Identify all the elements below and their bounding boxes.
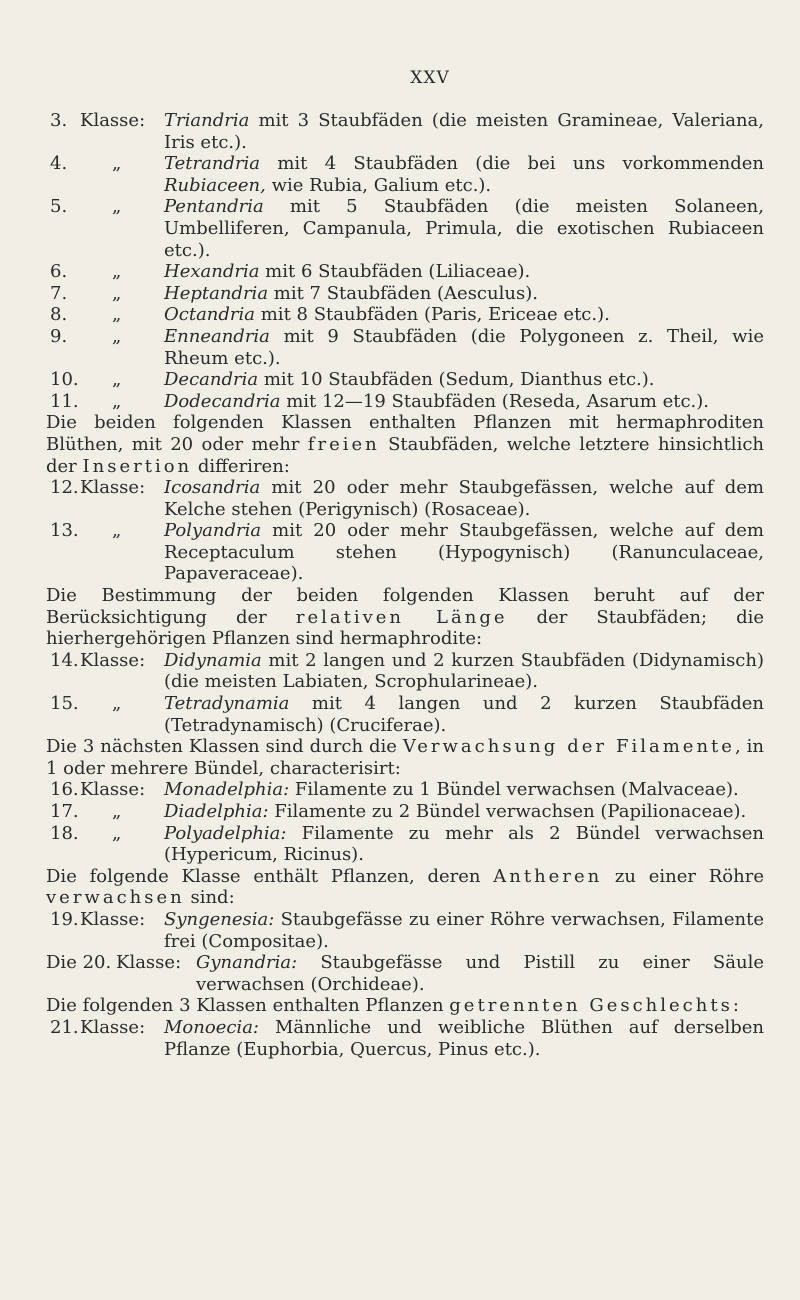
class-entry-21 [46,1017,764,1060]
entry-number: 19. [50,908,79,930]
entry-ditto: „ [112,325,122,347]
entry-number: 11. [50,390,79,412]
class-entry-14 [46,650,764,693]
entry-description [164,283,764,305]
entry-description [164,801,764,823]
class-text-2: wie Rubia, Galium etc.). [265,174,492,196]
page-body [46,110,764,1060]
class-text: mit 5 Staubfäden (die meisten Solaneen, Umbelliferen, Campanula, Primula, die exotischen Rubiaceen etc.). [164,196,764,261]
class-text: mit 3 Staubfäden (die meisten Gramineae, Valeriana, Iris etc.). [164,110,764,153]
entry-klasse: Klasse: [80,649,146,671]
class-text: mit 12—19 Staubfäden (Reseda, Asarum etc.). [280,390,709,412]
spaced-term: Verwachsung der Filamente [402,736,735,758]
entry-description [164,304,764,326]
class-entry-8 [46,304,764,326]
class-text: Filamente zu mehr als 2 Bündel verwachsen (Hypericum, Ricinus). [164,822,764,866]
family-name: Rubiaceen, [164,174,266,196]
class-name: Tetradynamia [164,693,290,715]
entry-ditto: „ [112,282,122,304]
class-text: Filamente zu 2 Bündel verwachsen (Papilionaceae). [268,801,747,822]
class-entry-5 [46,196,764,261]
entry-description [164,823,764,866]
class-entry-3 [46,110,764,153]
entry-ditto: „ [112,153,122,175]
entry-number: 13. [50,520,79,542]
entry-description [164,520,764,585]
para-text: zu einer Röhre [602,865,764,887]
paragraph-anther-fusion [46,866,764,909]
entry-number: 15. [50,693,79,715]
spaced-term: Insertion [82,455,193,477]
entry-klasse: Klasse: [80,110,146,131]
class-text: mit 6 Staubfäden (Liliaceae). [259,261,531,283]
class-name: Decandria [164,369,259,391]
entry-number: 21. [50,1016,79,1038]
para-text: Die beiden folgenden Klassen enthalten Pflanzen mit hermaphroditen Blüthen, mit 20 oder mehr [46,412,764,455]
class-entry-6 [46,261,764,283]
class-name: Icosandria [164,477,261,499]
entry-number: 16. [50,779,79,801]
entry-number: 7. [50,282,68,304]
class-text: mit 10 Staubfäden (Sedum, Dianthus etc.). [258,369,655,391]
class-entry-12 [46,477,764,520]
para-text: , in 1 oder mehrere Bündel, characterisirt: [46,736,764,779]
entry-ditto: „ [112,390,122,412]
class-entry-15 [46,693,764,736]
class-text: Staubgefässe zu einer Röhre verwachsen, Filamente frei (Compositae). [164,908,764,952]
entry-ditto: „ [112,801,122,822]
entry-number: 4. [50,153,68,175]
class-entry-13 [46,520,764,585]
para-text: Die 3 nächsten Klassen sind durch die [46,736,403,758]
entry-description [196,952,764,995]
class-text: mit 4 langen und 2 kurzen Staubfäden (Tetradynamisch) (Cruciferae). [164,693,764,736]
entry-number: 5. [50,196,68,218]
entry-description [164,693,764,736]
entry-ditto: „ [112,261,122,283]
class-entry-19 [46,909,764,952]
paragraph-filament-fusion [46,736,764,779]
entry-description [164,909,764,952]
entry-number: 6. [50,261,68,283]
class-entry-18 [46,823,764,866]
entry-number: 10. [50,369,79,391]
class-name: Pentandria [164,196,264,218]
class-name: Polyadelphia: [164,822,287,844]
entry-ditto: „ [112,196,122,218]
class-text: mit 20 oder mehr Staubgefässen, welche auf dem Receptaculum stehen (Hypogynisch) (Ranunculaceae, Papaveraceae). [164,520,764,585]
spaced-term: verwachsen [46,887,185,909]
class-text: mit 4 Staubfäden (die bei uns vorkommenden [260,153,764,175]
entry-ditto: „ [112,304,122,326]
para-text: Die folgenden 3 Klassen enthalten Pflanzen [46,995,450,1017]
entry-description [164,369,764,391]
para-text: der Staubfäden; die hierhergehörigen Pflanzen sind hermaphrodite: [46,606,764,650]
entry-number: 9. [50,325,68,347]
entry-description [164,477,764,520]
class-name: Tetrandria [164,153,261,175]
entry-description [164,391,764,413]
entry-description [164,196,764,261]
class-text: Männliche und weibliche Blüthen auf derselben Pflanze (Euphorbia, Quercus, Pinus etc.). [164,1016,764,1060]
class-text: mit 8 Staubfäden (Paris, Ericeae etc.). [255,304,610,326]
class-text: Staubgefässe und Pistill zu einer Säule verwachsen (Orchideae). [196,952,764,995]
entry-description [164,779,764,801]
para-text: Die folgende Klasse enthält Pflanzen, deren [46,865,494,887]
class-name: Gynandria: [196,952,298,974]
class-name: Didynamia [164,649,262,671]
class-entry-10 [46,369,764,391]
spaced-term: Antheren [493,865,603,887]
entry-ditto: „ [112,693,122,715]
class-entry-9 [46,326,764,369]
class-entry-16 [46,779,764,801]
entry-number: Die 20. [46,952,112,974]
paragraph-hermaphrodite-intro [46,412,764,477]
entry-klasse: Klasse: [80,477,146,499]
entry-klasse: Klasse: [80,779,146,801]
para-text: Die Bestimmung der beiden folgenden Klassen beruht auf der Berücksichtigung der [46,585,764,628]
entry-description [164,326,764,369]
entry-description [164,153,764,196]
para-text: sind: [184,887,235,909]
entry-description [164,1017,764,1060]
entry-number: 8. [50,304,68,326]
para-text: Staubfäden, welche letztere hinsichtlich der [46,433,764,477]
page-number: XXV [410,68,450,88]
class-name: Monadelphia: [164,779,290,801]
entry-klasse: Klasse: [80,908,146,930]
class-name: Heptandria [164,282,269,304]
class-name: Syngenesia: [164,908,275,930]
entry-number: 18. [50,822,79,844]
class-text: mit 2 langen und 2 kurzen Staubfäden (Didynamisch) (die meisten Labiaten, Scrophularineae). [164,649,764,693]
class-name: Monoecia: [164,1016,259,1038]
para-text: differiren: [192,455,290,477]
class-name: Triandria [164,110,250,131]
entry-description [164,110,764,153]
spaced-term: getrennten Geschlechts [449,995,733,1017]
class-text: mit 7 Staubfäden (Aesculus). [268,282,538,304]
class-text: Filamente zu 1 Bündel verwachsen (Malvaceae). [289,779,739,801]
paragraph-relative-length [46,585,764,650]
class-entry-11 [46,391,764,413]
entry-klasse: Klasse: [80,1016,146,1038]
paragraph-separate-sexes [46,995,764,1017]
entry-number: 17. [50,801,79,822]
class-name: Enneandria [164,325,270,347]
class-text: mit 9 Staubfäden (die Polygoneen z. Theil, wie Rheum etc.). [164,325,764,369]
spaced-term: freien [307,433,380,455]
spaced-term: relativen Länge [295,606,508,628]
class-entry-7 [46,283,764,305]
class-name: Octandria [164,304,256,326]
entry-description [164,650,764,693]
class-entry-20 [46,952,764,995]
class-entry-4 [46,153,764,196]
entry-number: 3. [50,110,68,131]
class-name: Dodecandria [164,390,281,412]
entry-number: 14. [50,649,79,671]
entry-ditto: „ [112,822,122,844]
class-name: Hexandria [164,261,260,283]
class-text: mit 20 oder mehr Staubgefässen, welche auf dem Kelche stehen (Perigynisch) (Rosaceae). [164,477,764,520]
class-entry-17 [46,801,764,823]
entry-number: 12. [50,477,79,499]
class-name: Diadelphia: [164,801,269,822]
entry-klasse: Klasse: [116,952,182,974]
entry-ditto: „ [112,369,122,391]
entry-ditto: „ [112,520,122,542]
para-text: : [732,995,739,1017]
entry-description [164,261,764,283]
class-name: Polyandria [164,520,262,542]
